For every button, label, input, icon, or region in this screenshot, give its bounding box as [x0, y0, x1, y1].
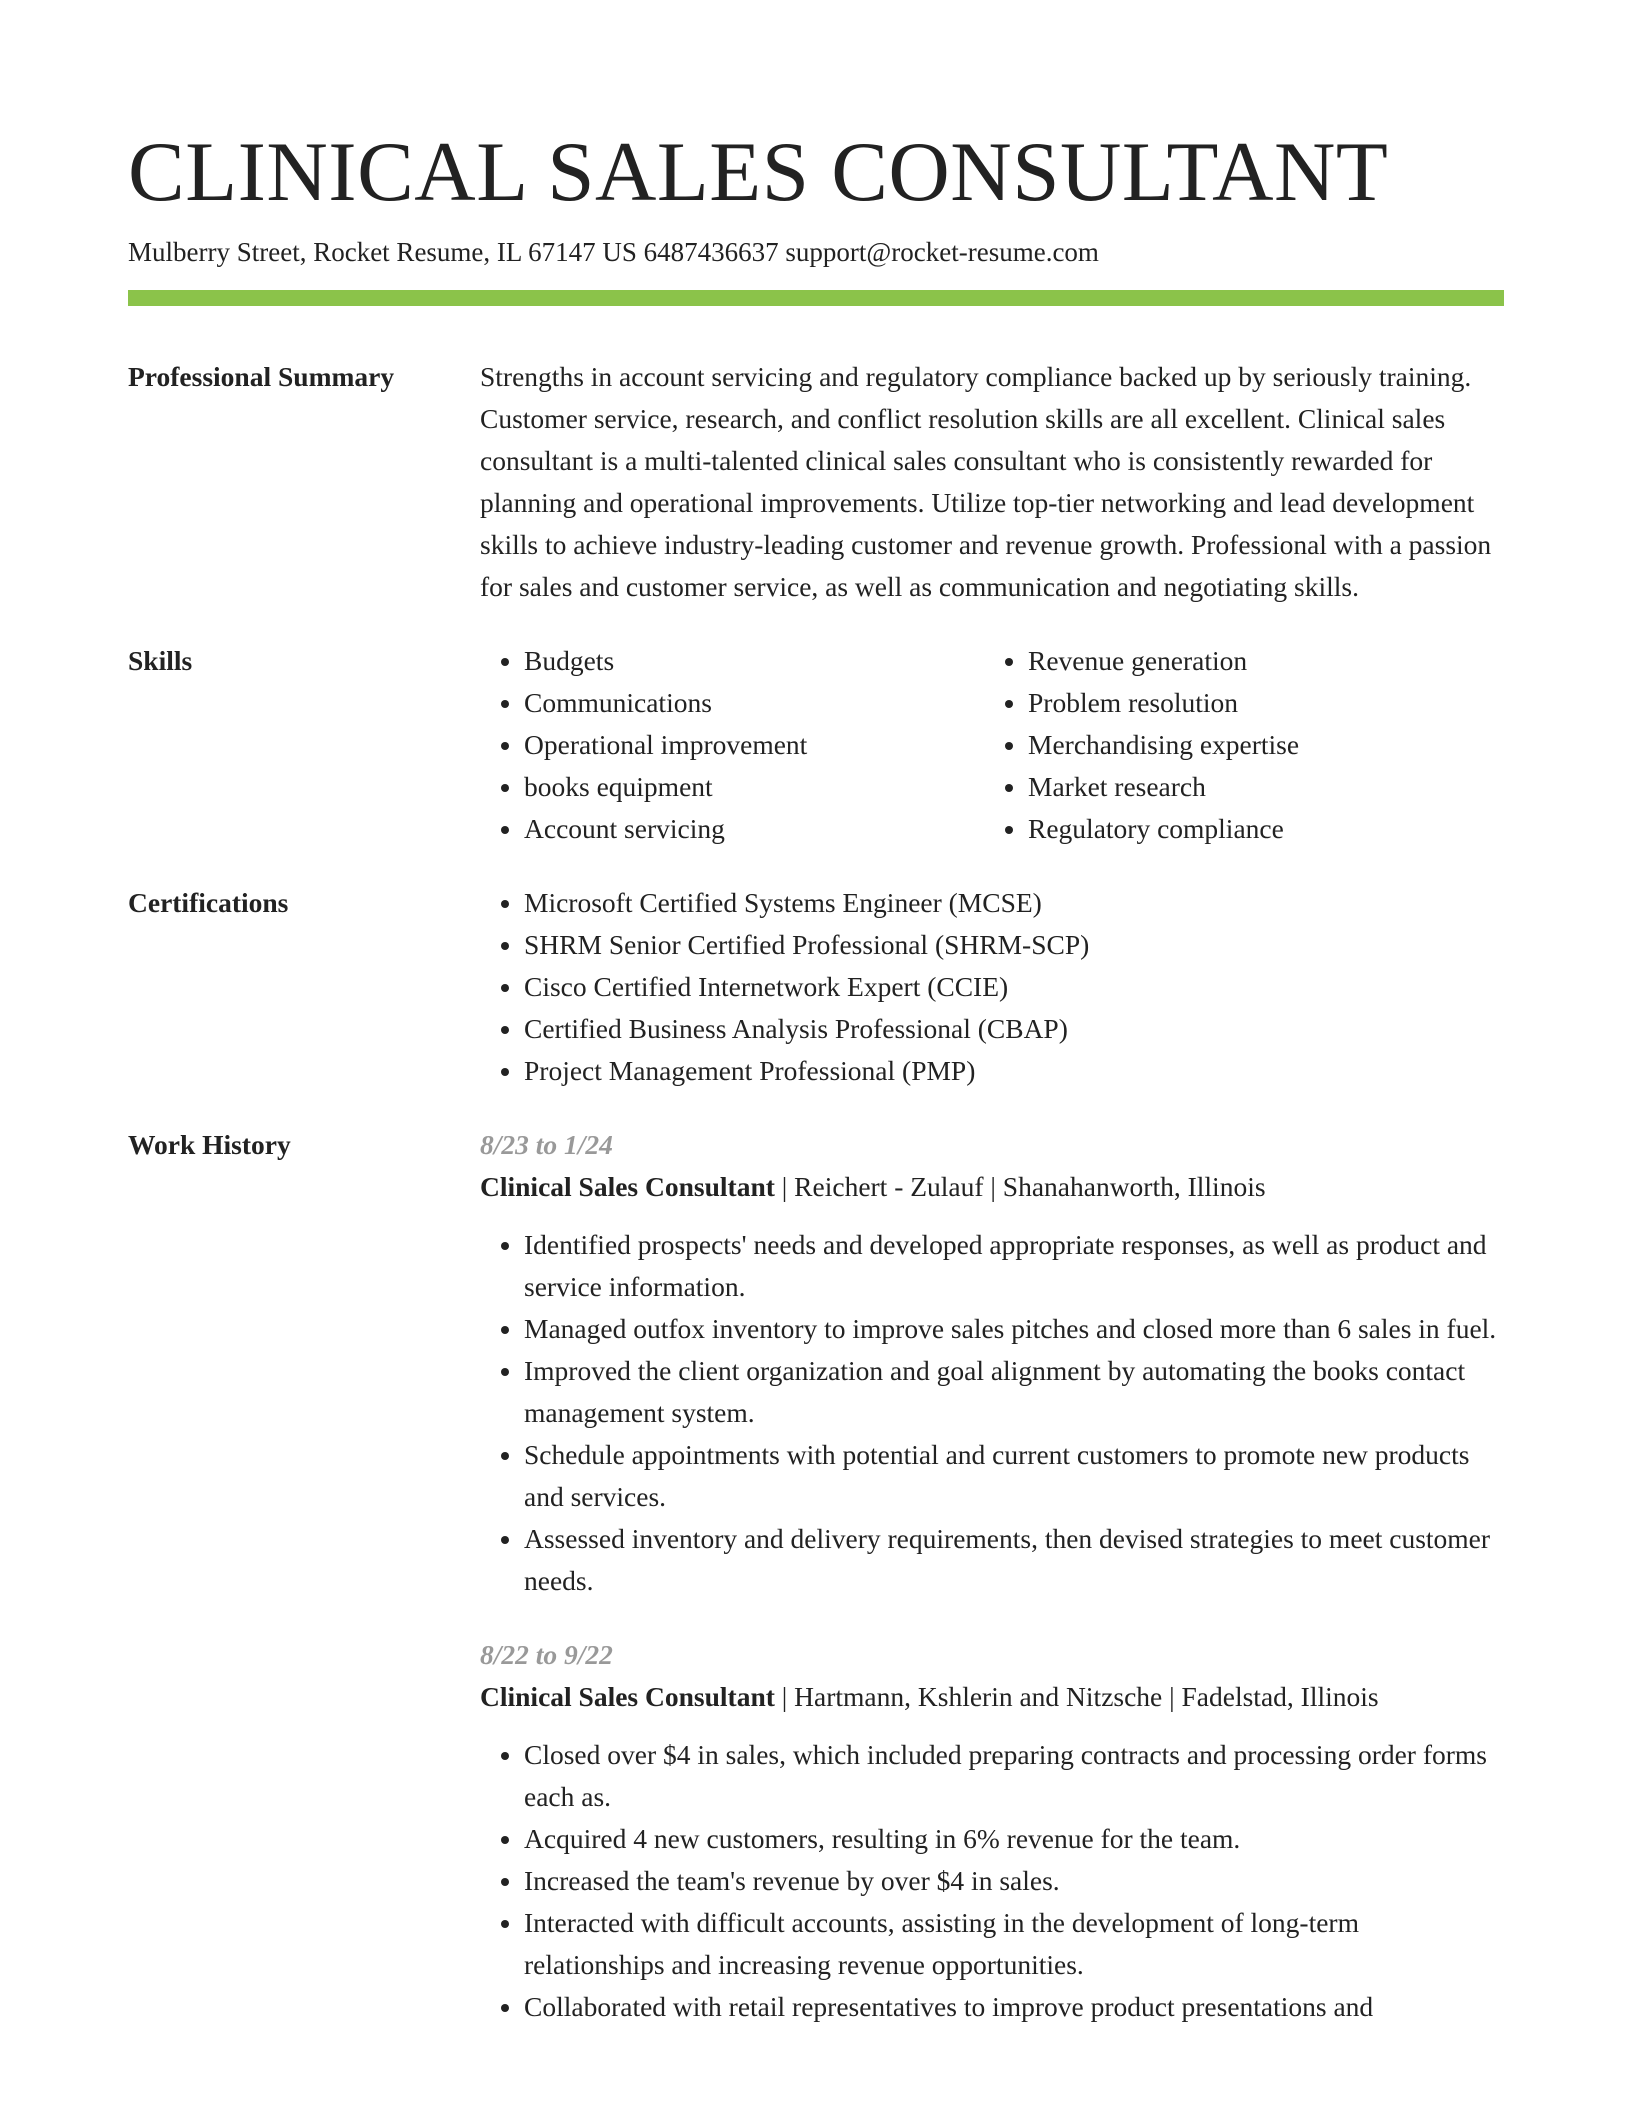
skill-item: • Budgets: [524, 640, 984, 682]
certification-item: • SHRM Senior Certified Professional (SHRM-SCP): [524, 924, 1504, 966]
work-history-body: [480, 1124, 1504, 2028]
job-heading: [480, 1676, 1504, 1718]
resume-page: [128, 118, 1504, 2028]
job-bullet: • Interacted with difficult accounts, assisting in the development of long-term relationships and increasing revenue opportunities.: [524, 1902, 1504, 1986]
skill-item: • Operational improvement: [524, 724, 984, 766]
job-bullets: [480, 1224, 1504, 1602]
certifications-body: [480, 882, 1504, 1092]
skills-column-right: [984, 640, 1532, 850]
summary-section: [128, 356, 1504, 608]
job-dates: 8/23 to 1/24: [480, 1129, 613, 1160]
job-bullet: • Acquired 4 new customers, resulting in 6% revenue for the team.: [524, 1818, 1504, 1860]
job-bullet: • Identified prospects' needs and developed appropriate responses, as well as product and service information.: [524, 1224, 1504, 1308]
job-employer-location: | Reichert - Zulauf | Shanahanworth, Illinois: [774, 1171, 1266, 1202]
skill-item: • books equipment: [524, 766, 984, 808]
work-history-section: [128, 1124, 1504, 2028]
skill-item: • Regulatory compliance: [1028, 808, 1532, 850]
skill-item: • Account servicing: [524, 808, 984, 850]
job-bullet: • Schedule appointments with potential and current customers to promote new products and services.: [524, 1434, 1504, 1518]
skill-item: • Revenue generation: [1028, 640, 1532, 682]
certification-item: • Microsoft Certified Systems Engineer (MCSE): [524, 882, 1504, 924]
job-title: Clinical Sales Consultant: [480, 1171, 775, 1202]
skill-item: • Merchandising expertise: [1028, 724, 1532, 766]
skills-section: [128, 640, 1504, 850]
certifications-section: [128, 882, 1504, 1092]
job-bullet: • Collaborated with retail representatives to improve product presentations and: [524, 1986, 1504, 2028]
job-employer-location: | Hartmann, Kshlerin and Nitzsche | Fadelstad, Illinois: [774, 1681, 1379, 1712]
certifications-heading: Certifications: [128, 887, 289, 918]
job-dates: 8/22 to 9/22: [480, 1639, 613, 1670]
job-heading: [480, 1166, 1504, 1208]
skill-item: • Market research: [1028, 766, 1532, 808]
job-entry: [480, 1634, 1504, 2028]
job-bullets: [480, 1734, 1504, 2028]
certifications-list: [480, 882, 1504, 1092]
candidate-name: CLINICAL SALES CONSULTANT: [128, 125, 1389, 219]
job-bullet: • Managed outfox inventory to improve sales pitches and closed more than 6 sales in fuel.: [524, 1308, 1504, 1350]
job-bullet: • Closed over $4 in sales, which included preparing contracts and processing order forms each as.: [524, 1734, 1504, 1818]
job-bullet: • Increased the team's revenue by over $4 in sales.: [524, 1860, 1504, 1902]
skills-column-left: [480, 640, 984, 850]
certification-item: • Project Management Professional (PMP): [524, 1050, 1504, 1092]
skills-list: [480, 640, 1504, 850]
job-bullet: • Assessed inventory and delivery requirements, then devised strategies to meet customer needs.: [524, 1518, 1504, 1602]
work-history-heading: Work History: [128, 1129, 291, 1160]
certification-item: • Cisco Certified Internetwork Expert (CCIE): [524, 966, 1504, 1008]
job-title: Clinical Sales Consultant: [480, 1681, 775, 1712]
accent-divider: [128, 290, 1504, 306]
skill-item: • Problem resolution: [1028, 682, 1532, 724]
summary-text: Strengths in account servicing and regulatory compliance backed up by seriously training. Customer service, research, and conflict resolution skills are all excellent. Clinical sales consultant is a multi-talented clinical sales consultant who is consistently rewarded for planning and operational improvements. Utilize top-tier networking and lead development skills to achieve industry-leading customer and revenue growth. Professional with a passion for sales and customer service, as well as communication and negotiating skills.: [480, 361, 1492, 602]
job-entry: [480, 1124, 1504, 1602]
skills-heading: Skills: [128, 645, 193, 676]
summary-heading: Professional Summary: [128, 361, 395, 392]
job-bullet: • Improved the client organization and goal alignment by automating the books contact management system.: [524, 1350, 1504, 1434]
certification-item: • Certified Business Analysis Professional (CBAP): [524, 1008, 1504, 1050]
skill-item: • Communications: [524, 682, 984, 724]
contact-line: Mulberry Street, Rocket Resume, IL 67147 US 6487436637 support@rocket-resume.com: [128, 237, 1099, 267]
